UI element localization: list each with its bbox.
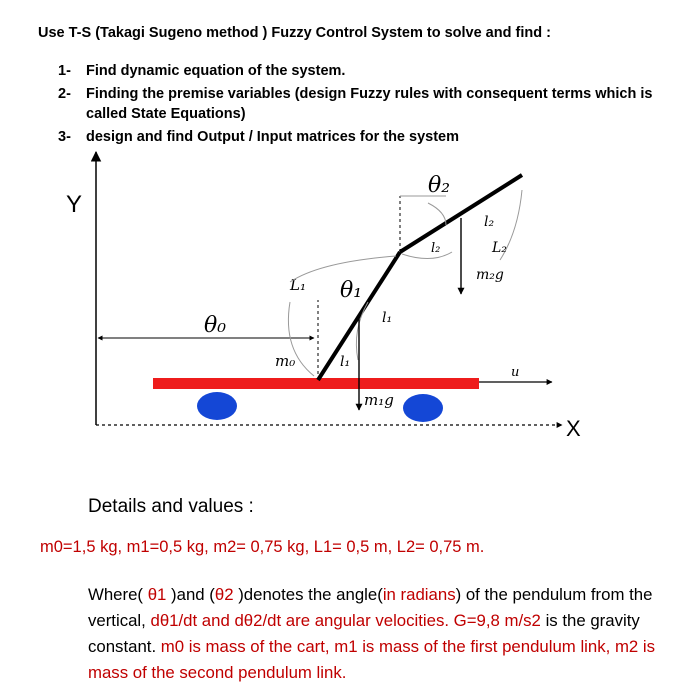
text-span: ) of the pendulum from the vertical, — [88, 585, 653, 630]
theta2-arc — [428, 203, 446, 225]
m0-label: m₀ — [275, 352, 296, 370]
right-wheel — [403, 394, 443, 422]
list-number: 2- — [58, 86, 71, 102]
list-number: 1- — [58, 63, 71, 79]
description-paragraph — [88, 582, 678, 686]
task-list — [58, 61, 668, 150]
left-wheel — [197, 392, 237, 420]
theta2-label: θ₂ — [428, 173, 451, 198]
theta1-label: θ₁ — [340, 278, 363, 303]
highlight-span: θ1 — [147, 585, 172, 604]
list-text: Finding the premise variables (design Fuzzy rules with consequent terms which is called State Equations) — [86, 86, 653, 122]
values-line: m0=1,5 kg, m1=0,5 kg, m2= 0,75 kg, L1= 0,5 m, L2= 0,75 m. — [40, 538, 485, 556]
L1-label: L₁ — [290, 276, 306, 294]
l2-upper-label: l₂ — [484, 214, 495, 230]
list-text: Find dynamic equation of the system. — [86, 63, 346, 79]
highlight-span: dθ1/dt and dθ2/dt are angular velocities. G=9,8 m/s2 — [150, 611, 541, 630]
list-number: 3- — [58, 129, 71, 145]
L2-label: L₂ — [492, 240, 507, 256]
highlight-span: θ2 — [214, 585, 239, 604]
text-span: )denotes the angle( — [238, 585, 383, 604]
details-heading: Details and values : — [88, 496, 254, 517]
m2g-label: m₂g — [476, 267, 504, 283]
highlight-span: in radians — [382, 585, 456, 604]
l2-lower-label: l₂ — [431, 241, 441, 256]
list-item — [58, 61, 668, 81]
m1g-label: m₁g — [364, 391, 394, 409]
l1-upper-label: l₁ — [382, 310, 393, 326]
u-label: u — [511, 365, 520, 380]
list-item — [58, 84, 668, 124]
double-pendulum-diagram — [0, 140, 700, 440]
l2-arc — [402, 252, 452, 259]
cart — [153, 378, 479, 389]
l1-lower-label: l₁ — [340, 354, 351, 370]
list-text: design and find Output / Input matrices for the system — [86, 129, 460, 145]
text-span: Where( — [88, 585, 148, 604]
y-axis-label: Y — [66, 191, 83, 218]
text-span: )and ( — [171, 585, 215, 604]
problem-title: Use T-S (Takagi Sugeno method ) Fuzzy Control System to solve and find : — [38, 25, 551, 41]
text-span: is the gravity constant. — [88, 611, 640, 656]
highlight-span: m0 is mass of the cart, m1 is mass of the first pendulum link, m2 is mass of the second pendulum link. — [88, 637, 656, 682]
theta0-label: θ₀ — [204, 313, 227, 338]
x-axis-label: X — [566, 416, 581, 440]
